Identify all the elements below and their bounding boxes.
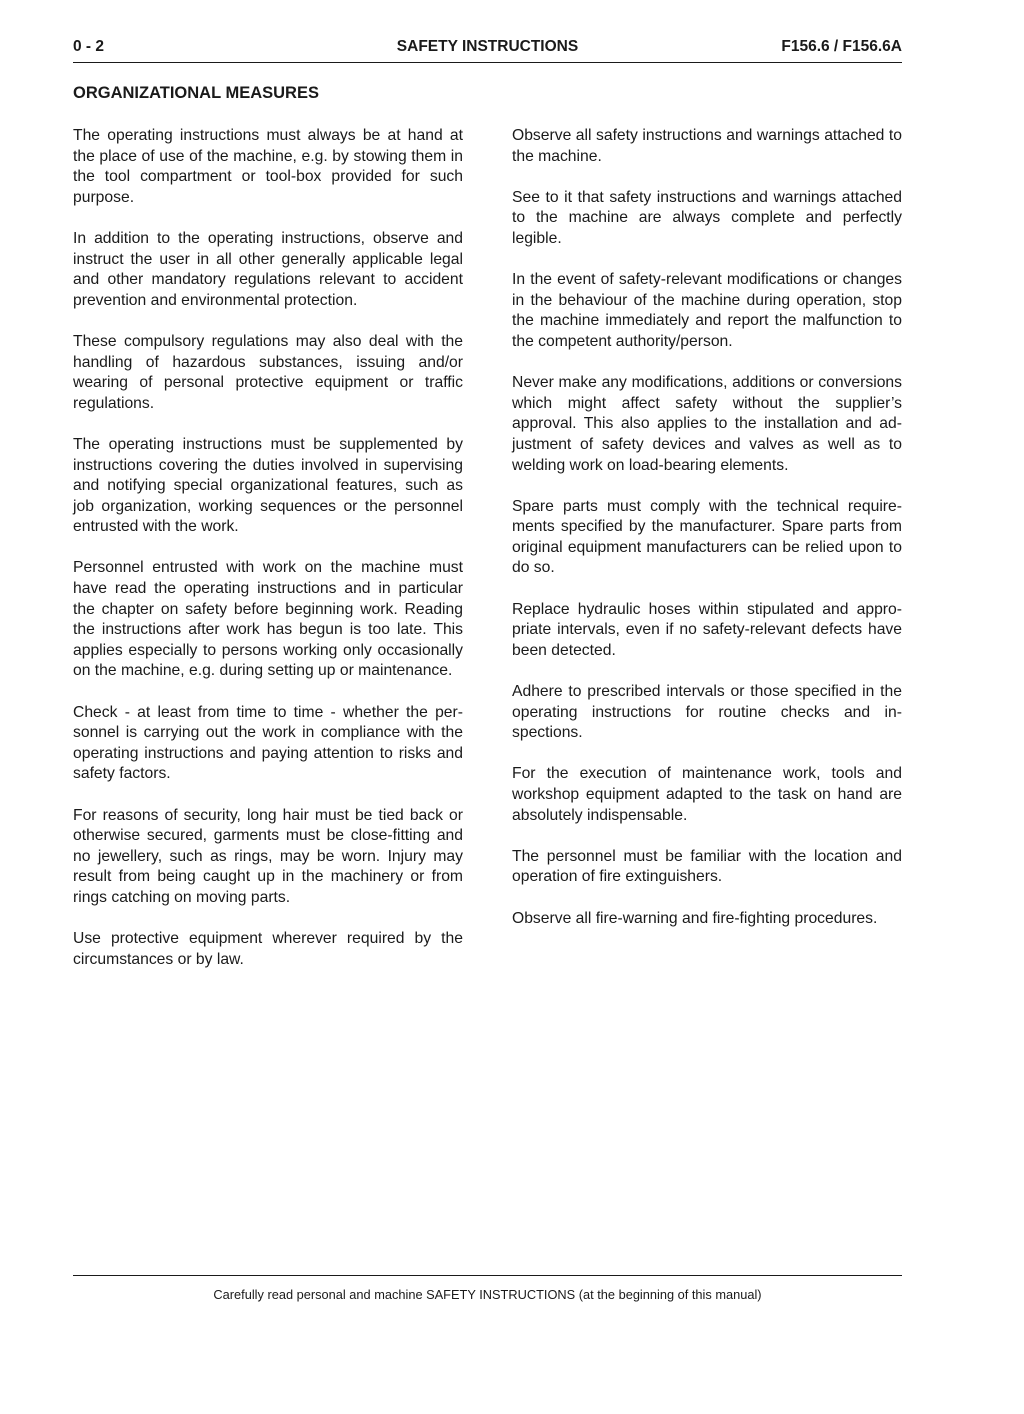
right-column	[512, 126, 902, 950]
paragraph: Observe all safety instructions and warnings attached to the machine.	[512, 127, 902, 165]
paragraph: In the event of safety-relevant modifications or changes in the behaviour of the machine during operation, stop the machine immediately and report the malfunction to the competent authority/person.	[512, 271, 902, 350]
paragraph: These compulsory regulations may also deal with the handling of hazardous substances, issuing and/or wearing of personal protective equipment or traffic regulations.	[73, 332, 463, 412]
paragraph: Use protective equipment wherever required by the circumstances or by law.	[73, 930, 463, 968]
paragraph: The operating instructions must be supplemented by instructions covering the duties involved in supervising and notifying special organizational features, such as job organization, working sequences or the personnel entrusted with the work.	[73, 435, 463, 536]
paragraph: Observe all fire-warning and fire-fighting procedures.	[512, 909, 878, 927]
paragraph: Replace hydraulic hoses within stipulated and appropriate intervals, even if no safety-relevant defects have been detected.	[512, 600, 902, 659]
paragraph: Adhere to prescribed intervals or those specified in the operating instructions for routine checks and inspections.	[512, 683, 902, 742]
paragraph: See to it that safety instructions and warnings attached to the machine are always complete and perfectly legible.	[512, 188, 902, 247]
paragraph: Check - at least from time to time - whether the personnel is carrying out the work in compliance with the operating instructions and paying attention to risks and safety factors.	[73, 703, 463, 783]
page-header	[73, 38, 902, 60]
paragraph: Personnel entrusted with work on the machine must have read the operating instructions and in particular the chapter on safety before beginning work. Reading the instructions after work has begun is too late. This applies especially to persons working only occasionally on the machine, e.g. during setting up or maintenance.	[73, 559, 463, 680]
paragraph: The personnel must be familiar with the location and operation of fire extinguishers.	[512, 847, 902, 886]
paragraph: In addition to the operating instructions, observe and instruct the user in all other generally applicable legal and other mandatory regulations relevant to accident prevention and environmental protection.	[73, 229, 463, 309]
paragraph: For reasons of security, long hair must be tied back or otherwise secured, garments must be close-fitting and no jewellery, such as rings, may be worn. Injury may result from being caught up in the machinery or from rings catching on moving parts.	[73, 806, 463, 906]
footer-divider	[73, 1275, 902, 1276]
page-header-title: SAFETY INSTRUCTIONS	[396, 38, 579, 55]
paragraph: Never make any modifications, additions or conversions which might affect safety without the supplier’s approval. This also applies to the installation and adjustment of safety devices and valves as well as to welding work on load-bearing elements.	[512, 374, 902, 474]
model-number: F156.6 / F156.6A	[781, 38, 902, 55]
paragraph: The operating instructions must always be at hand at the place of use of the machine, e.g. by stowing them in the tool compartment or tool-box provided for such purpose.	[73, 127, 463, 206]
header-divider	[73, 62, 902, 63]
page-number: 0 - 2	[73, 38, 105, 55]
paragraph: For the execution of maintenance work, tools and workshop equipment adapted to the task on hand are absolutely indispensable.	[512, 765, 902, 824]
left-column	[73, 126, 463, 991]
paragraph: Spare parts must comply with the technical requirements specified by the manufacturer. Spare parts from original equipment manufacturers can be relied upon to do so.	[512, 497, 902, 577]
footer-note: Carefully read personal and machine SAFETY INSTRUCTIONS (at the beginning of this manual)	[213, 1287, 762, 1302]
section-title: ORGANIZATIONAL MEASURES	[73, 84, 319, 102]
